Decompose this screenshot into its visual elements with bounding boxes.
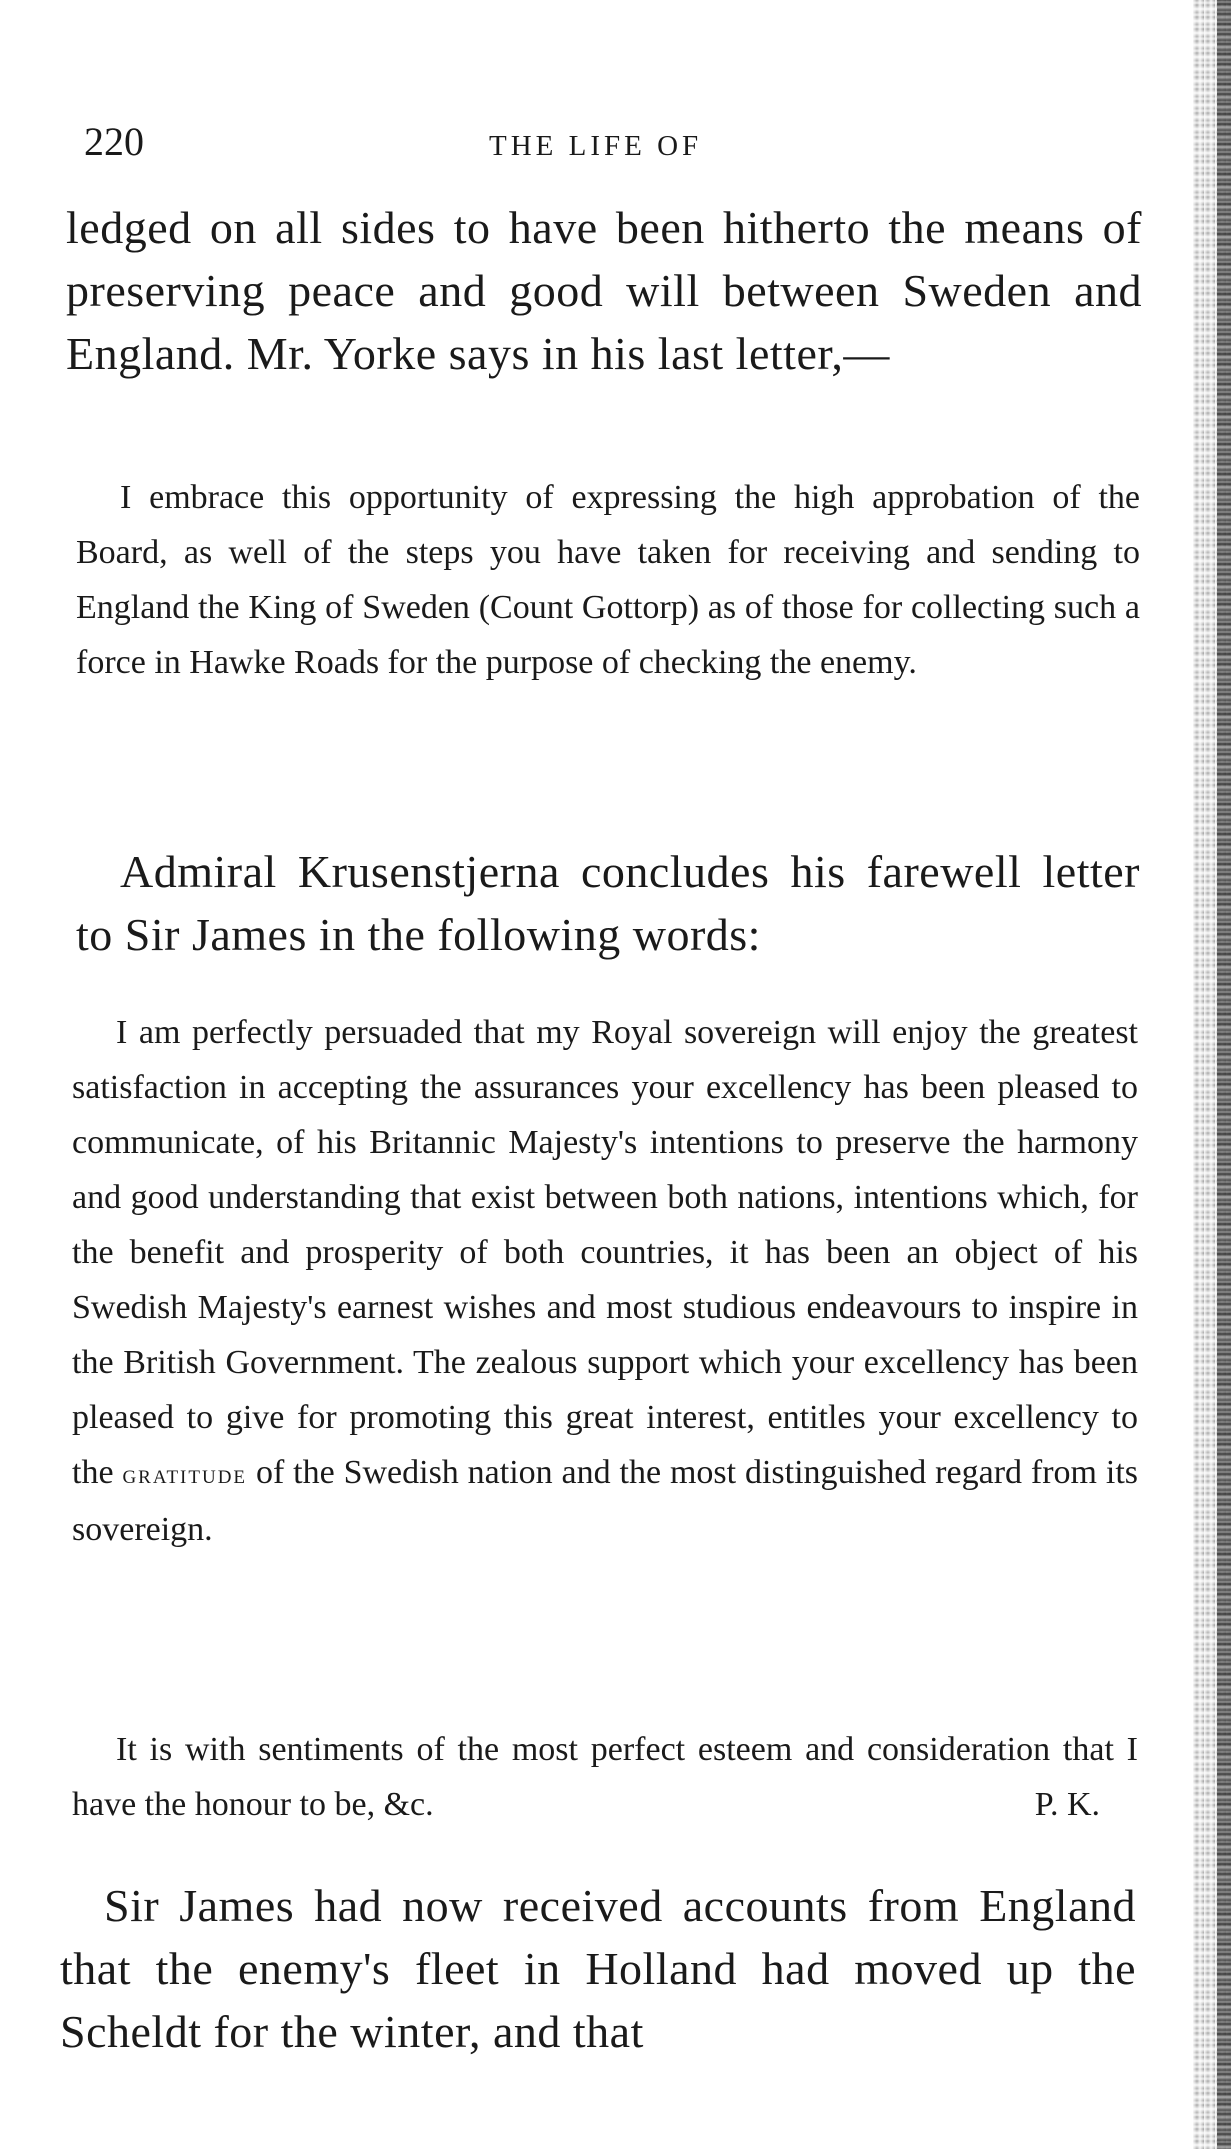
paragraph-sir-james	[60, 1874, 1136, 2063]
running-head: THE LIFE OF	[489, 130, 703, 162]
page-edge-binding	[1217, 0, 1231, 2149]
paragraph-text: Admiral Krusenstjerna concludes his farewell letter to Sir James in the following words:	[76, 846, 1140, 960]
block-quote-closing	[72, 1722, 1138, 1832]
page-header	[84, 112, 1144, 172]
quote-main: I am perfectly persuaded that my Royal sovereign will enjoy the greatest satisfaction in accepting the assurances your excellency has been pleased to communicate, of his Britannic Majesty's intentions to preserve the harmony and good understanding that exist between both nations, intentions which, for the benefit and prosperity of both countries, it has been an object of his Swedish Majesty's earnest wishes and most studious endeavours to inspire in the British Government. The zealous support which your excellency has been pleased to give for promoting this great interest, entitles your excellency to the	[72, 1014, 1138, 1491]
closing-text	[72, 1722, 1138, 1832]
quote-end: of the Swedish nation and the most distinguished regard from its sovereign.	[72, 1454, 1138, 1548]
signature: P. K.	[1034, 1786, 1100, 1823]
quote-text: I embrace this opportunity of expressing the high approbation of the Board, as well of the steps you have taken for receiving and sending to England the King of Sweden (Count Gottorp) as of those for collecting such a force in Hawke Roads for the purpose of checking the enemy.	[76, 479, 1140, 681]
paragraph-text: Sir James had now received accounts from England that the enemy's fleet in Holland had moved up the Scheldt for the winter, and that	[60, 1880, 1136, 2057]
paragraph-continued	[66, 196, 1142, 385]
paragraph-text: ledged on all sides to have been hitherto the means of preserving peace and good will between Sweden and England. Mr. Yorke says in his last letter,—	[66, 202, 1142, 379]
quote-smallcaps-word: gratitude	[122, 1459, 248, 1489]
quote-text	[72, 1005, 1138, 1557]
block-quote-krusenstjerna	[72, 1005, 1138, 1557]
paragraph-krusenstjerna	[76, 840, 1140, 966]
block-quote-yorke	[76, 470, 1140, 690]
closing-line: It is with sentiments of the most perfect esteem and consideration that I have the honour to be, &c.	[72, 1731, 1138, 1823]
page-number: 220	[84, 119, 144, 164]
